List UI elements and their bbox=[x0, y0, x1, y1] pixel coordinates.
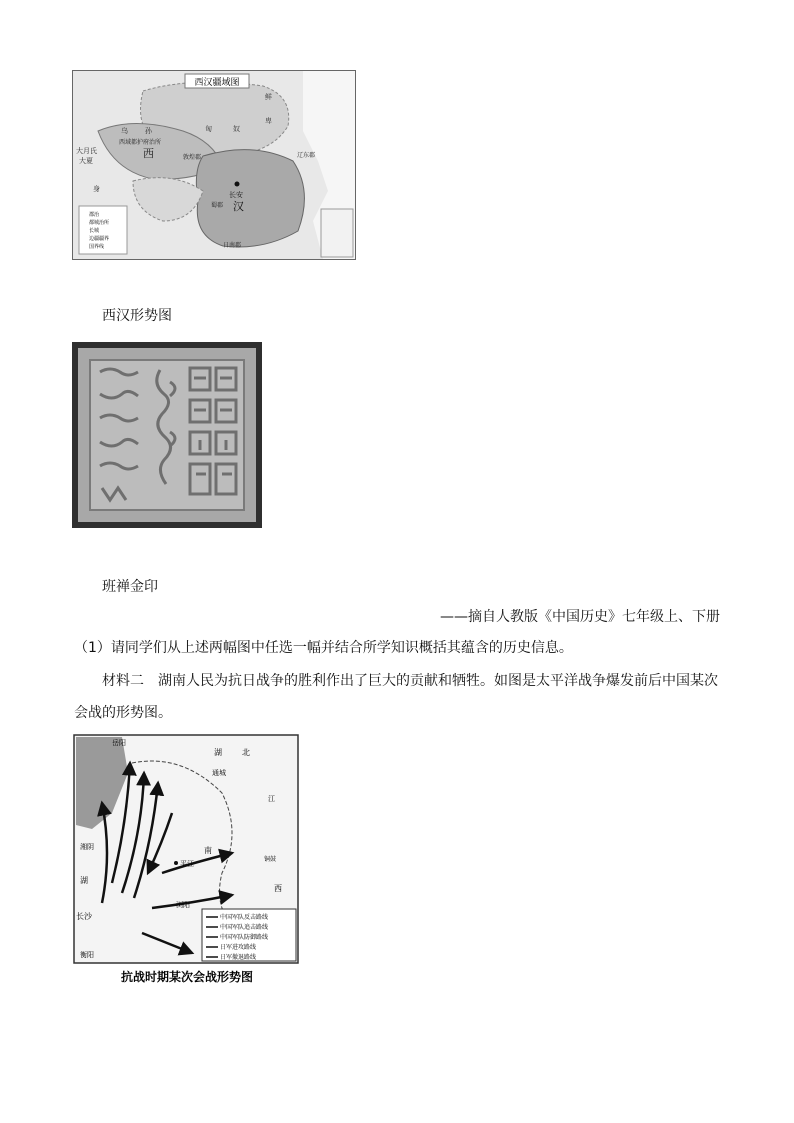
label-xiongnu-2: 奴 bbox=[233, 125, 240, 133]
map-legend-2: 中国军队追击路线 bbox=[220, 924, 269, 931]
label-wusun-2: 孙 bbox=[145, 127, 152, 135]
map-label-xi: 西 bbox=[274, 884, 282, 893]
figure2-caption: 班禅金印 bbox=[102, 579, 158, 595]
legend-item-1: 郡治 bbox=[89, 212, 100, 218]
map-legend-4: 日军进攻路线 bbox=[220, 944, 257, 951]
label-changan: 长安 bbox=[229, 191, 243, 199]
legend-item-2: 都城治所 bbox=[89, 220, 110, 226]
map-legend-5: 日军撤退路线 bbox=[220, 954, 257, 961]
map-label-tonggu: 铜鼓 bbox=[264, 856, 277, 863]
map-caption: 抗战时期某次会战形势图 bbox=[120, 970, 254, 984]
label-liaodong: 辽东郡 bbox=[297, 152, 316, 159]
map-legend-3: 中国军队防御路线 bbox=[220, 934, 269, 941]
map-label-yueyang: 岳阳 bbox=[112, 739, 126, 747]
battle-situation-map bbox=[72, 733, 302, 989]
label-yuezhi-1: 大月氏 bbox=[76, 147, 97, 155]
map-label-xiangyin: 湘阴 bbox=[80, 843, 94, 851]
legend-item-3: 长城 bbox=[89, 228, 100, 234]
label-wusun-1: 乌 bbox=[121, 127, 128, 135]
label-xianbei-2: 卑 bbox=[265, 117, 272, 125]
map-label-nan: 南 bbox=[204, 846, 212, 855]
label-yuezhi-2: 大夏 bbox=[79, 157, 93, 165]
label-xiyu: 西域都护府治所 bbox=[119, 139, 162, 146]
map-label-liuyang: 浏阳 bbox=[176, 901, 190, 909]
label-shen: 身 bbox=[93, 185, 100, 193]
label-xianbei-1: 鲜 bbox=[265, 93, 272, 101]
label-han: 汉 bbox=[233, 200, 244, 213]
figure1-caption: 西汉形势图 bbox=[102, 308, 172, 324]
map-title: 西汉疆域图 bbox=[194, 78, 240, 88]
material-2-line-1: 材料二 湖南人民为抗日战争的胜利作出了巨大的贡献和牺牲。如图是太平洋战争爆发前后中国某次 bbox=[102, 673, 718, 689]
label-xi: 西 bbox=[143, 147, 154, 160]
map-label-hubei-1: 湖 bbox=[214, 748, 222, 757]
map-label-hubei-2: 北 bbox=[242, 748, 250, 757]
map-label-pingjiang: 平江 bbox=[180, 860, 194, 868]
map-label-changsha: 长沙 bbox=[76, 912, 92, 921]
map-label-hengyang: 衡阳 bbox=[80, 951, 94, 959]
label-xiongnu-1: 匈 bbox=[205, 125, 212, 133]
map-legend-1: 中国军队反击路线 bbox=[220, 914, 269, 921]
map-label-hu: 湖 bbox=[80, 876, 88, 885]
panchen-seal-photo bbox=[72, 342, 262, 528]
label-shu: 蜀郡 bbox=[211, 202, 224, 209]
map-label-tongcheng: 通城 bbox=[212, 769, 226, 777]
western-han-map bbox=[72, 70, 356, 260]
map-label-jiang: 江 bbox=[268, 795, 275, 803]
legend-item-5: 国界线 bbox=[89, 244, 105, 250]
label-dunhuang: 敦煌郡 bbox=[183, 154, 202, 161]
label-rinan: 日南郡 bbox=[223, 242, 242, 249]
material-2-line-2: 会战的形势图。 bbox=[74, 705, 172, 721]
legend-item-4: 边疆疆界 bbox=[89, 236, 110, 242]
question-1: （1）请同学们从上述两幅图中任选一幅并结合所学知识概括其蕴含的历史信息。 bbox=[74, 640, 573, 656]
source-note: ——摘自人教版《中国历史》七年级上、下册 bbox=[440, 609, 720, 625]
